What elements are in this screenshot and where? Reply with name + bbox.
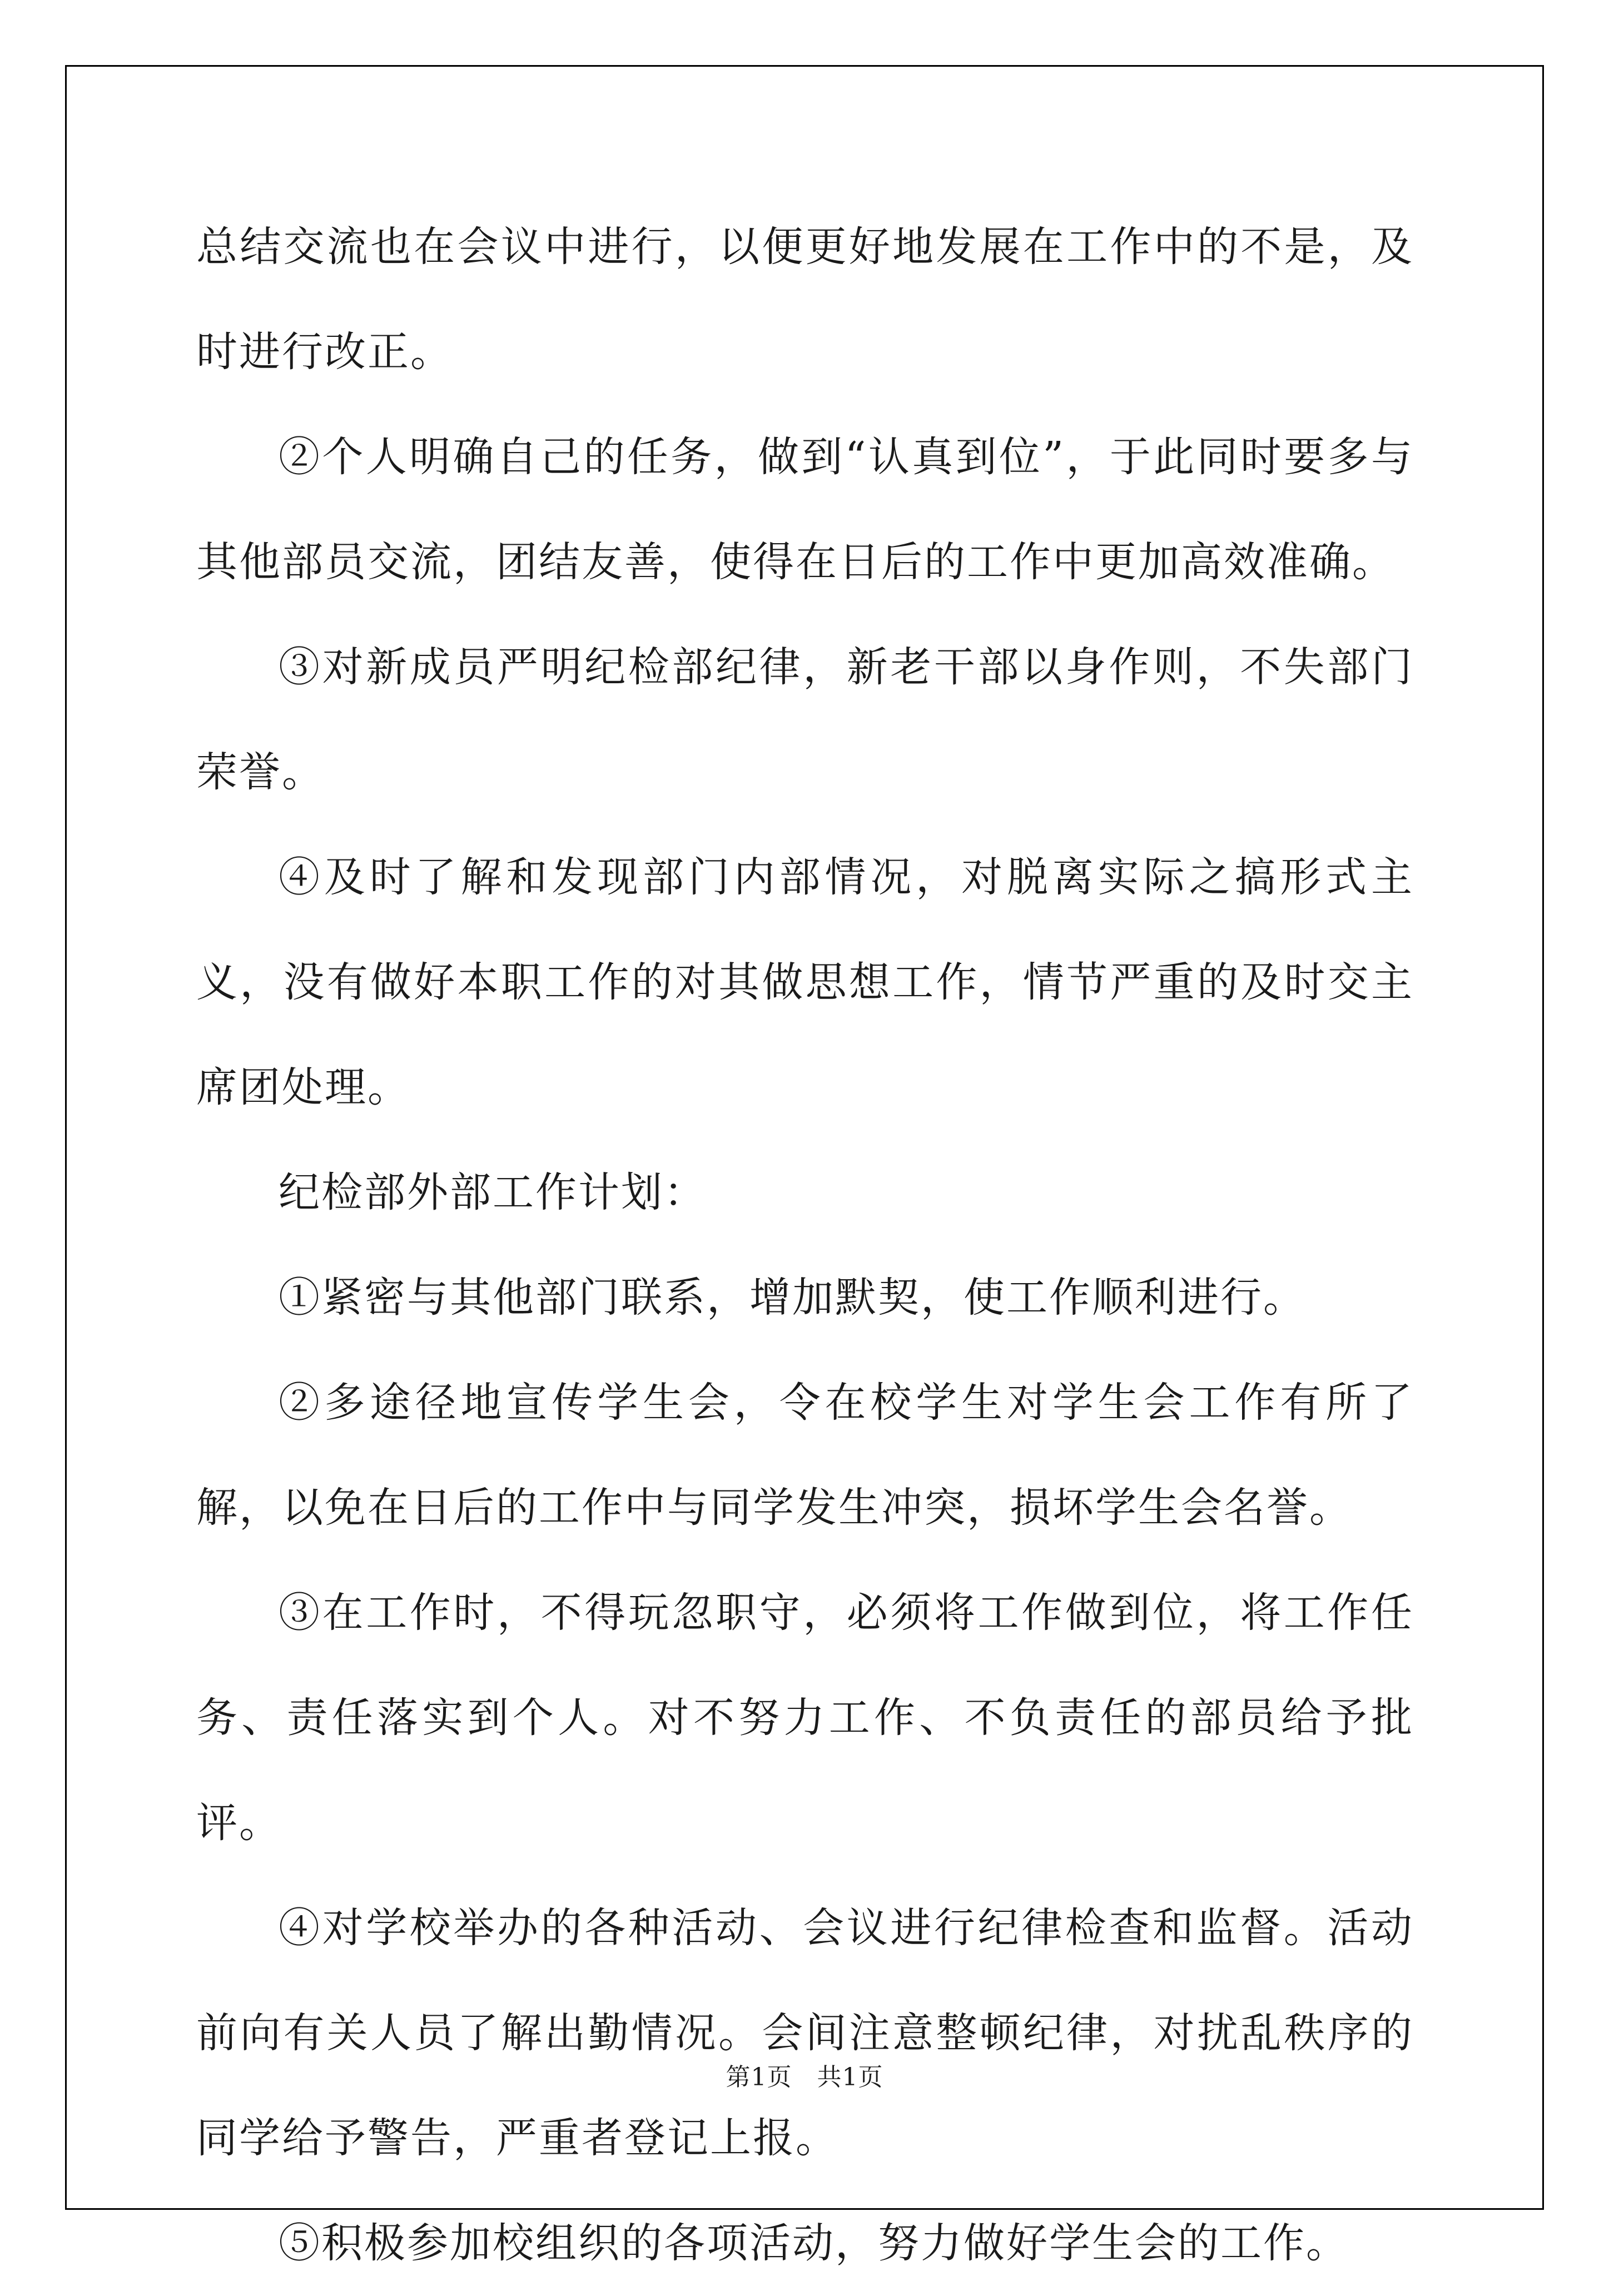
paragraph: ③对新成员严明纪检部纪律，新老干部以身作则，不失部门荣誉。 — [196, 643, 1414, 796]
paragraph: ④对学校举办的各种活动、会议进行纪律检查和监督。活动前向有关人员了解出勤情况。会间注意整顿纪律，对扰乱秩序的同学给予警告，严重者登记上报。 — [196, 1904, 1414, 2162]
page-number: 第1页 — [726, 2063, 792, 2091]
paragraph: ④及时了解和发现部门内部情况，对脱离实际之搞形式主义，没有做好本职工作的对其做思想工作，情节严重的及时交主席团处理。 — [196, 853, 1414, 1111]
paragraph: ①紧密与其他部门联系，增加默契，使工作顺利进行。 — [279, 1274, 1306, 1321]
paragraph: ⑤积极参加校组织的各项活动，努力做好学生会的工作。 — [279, 2219, 1349, 2267]
document-body — [196, 195, 1414, 2296]
paragraph: ②多途径地宣传学生会，令在校学生对学生会工作有所了解，以免在日后的工作中与同学发生冲突，损坏学生会名誉。 — [196, 1379, 1414, 1532]
paragraph: ②个人明确自己的任务，做到“认真到位”，于此同时要多与其他部员交流，团结友善，使得在日后的工作中更加高效准确。 — [196, 433, 1414, 586]
section-heading: 纪检部外部工作计划： — [279, 1169, 707, 1216]
paragraph: ③在工作时，不得玩忽职守，必须将工作做到位，将工作任务、责任落实到个人。对不努力工作、不负责任的部员给予批评。 — [196, 1589, 1414, 1847]
page-footer — [0, 2057, 1609, 2093]
page-total: 共1页 — [817, 2063, 883, 2091]
paragraph: 总结交流也在会议中进行，以便更好地发展在工作中的不是，及时进行改正。 — [196, 223, 1414, 376]
